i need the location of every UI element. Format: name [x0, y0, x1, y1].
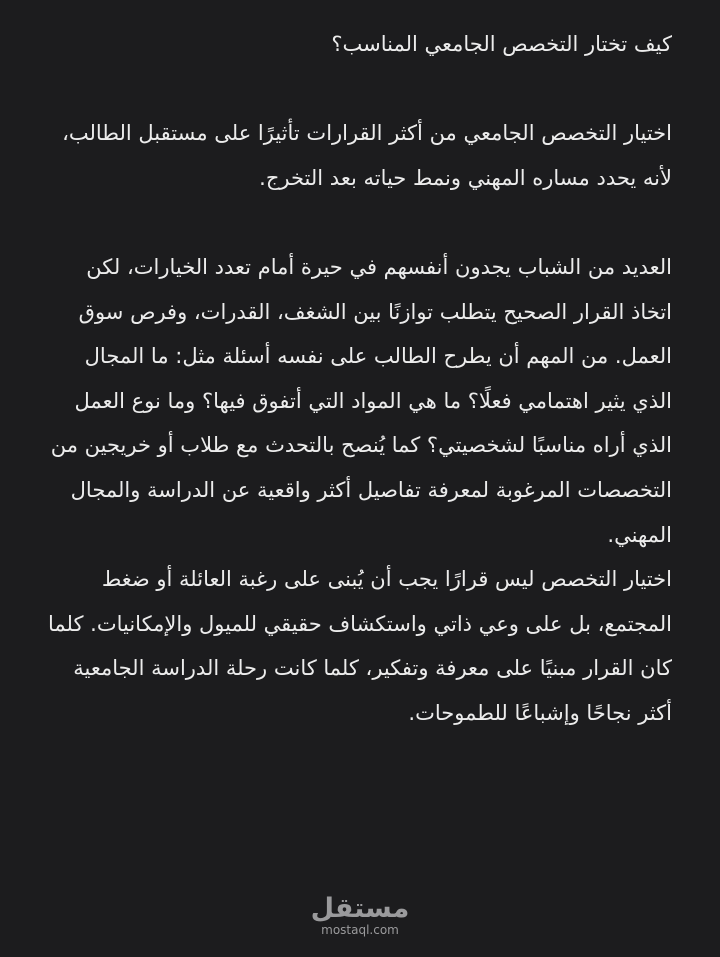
note-content [48, 22, 672, 736]
watermark-logo: مستقل [310, 893, 410, 924]
body-paragraph: العديد من الشباب يجدون أنفسهم في حيرة أمام تعدد الخيارات، لكن اتخاذ القرار الصحيح يتطلب توازنًا بين الشغف، القدرات، وفرص سوق العمل. من المهم أن يطرح الطالب على نفسه أسئلة مثل: ما المجال الذي يثير اهتمامي فعلًا؟ ما هي المواد التي أتفوق فيها؟ وما نوع العمل الذي أراه مناسبًا لشخصيتي؟ كما يُنصح بالتحدث مع طلاب أو خريجين من التخصصات المرغوبة لمعرفة تفاصيل أكثر واقعية عن الدراسة والمجال المهني. [50, 254, 672, 547]
blank-line [48, 200, 672, 245]
watermark-url: mostaql.com [321, 923, 399, 937]
note-title: كيف تختار التخصص الجامعي المناسب؟ [331, 32, 672, 56]
intro-paragraph: اختيار التخصص الجامعي من أكثر القرارات تأثيرًا على مستقبل الطالب، لأنه يحدد مساره المهني ونمط حياته بعد التخرج. [62, 121, 672, 190]
blank-line [48, 67, 672, 112]
conclusion-paragraph: اختيار التخصص ليس قرارًا يجب أن يُبنى على رغبة العائلة أو ضغط المجتمع، بل على وعي ذاتي واستكشاف حقيقي للميول والإمكانيات. كلما كان القرار مبنيًا على معرفة وتفكير، كلما كانت رحلة الدراسة الجامعية أكثر نجاحًا وإشباعًا للطموحات. [47, 567, 672, 725]
mostaql-watermark [0, 894, 720, 937]
